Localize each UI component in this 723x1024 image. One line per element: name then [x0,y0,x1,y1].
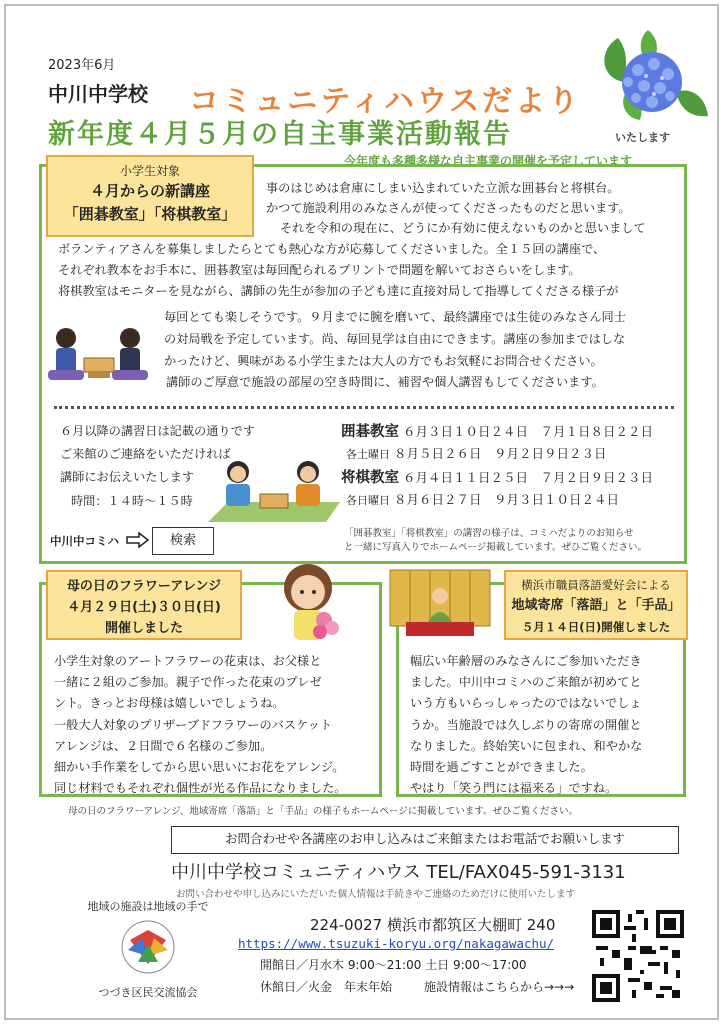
schedule-note-1: ６月以降の講習日は記載の通りです [60,424,255,438]
mothers-day-line-3: ント。きっとお母様は嬉しいでしょうね。 [54,696,285,710]
go-shogi-line-8: の対局戦を予定しています。尚、毎回見学は自由にできます。講座の参加まではしな [164,332,626,346]
arrow-right-icon [126,532,150,548]
rakugo-line-3: いう方もいらっしゃったのではないでしょ [410,696,642,710]
rakugo-stage-illustration [386,566,494,646]
rakugo-line-2: ました。中川中コミハのご来館が初めてと [410,675,642,689]
shogi-dates-1: ６月４日１１日２５日 ７月２日９日２３日 [402,470,653,485]
logo-slogan: 地域の施設は地域の手で [87,900,209,913]
logo-org: つづき区民交流協会 [98,986,198,999]
rakugo-line-7: やはり「笑う門には福来る」ですね。 [410,781,618,795]
website-link[interactable]: https://www.tsuzuki-koryu.org/nakagawachu/ [238,936,555,951]
go-shogi-line-9: かったけど、興味がある小学生または大人の方でもお気軽にお問合せください。 [164,354,603,368]
go-shogi-title-box [46,155,254,237]
rakugo-line-6: 時間を過ごすことができました。 [410,760,593,774]
go-shogi-line-1: 事のはじめは倉庫にしまい込まれていた立派な囲碁台と将棋台。 [266,181,620,195]
go-shogi-line-2: かつて施設利用のみなさんが使ってくださったものだと思います。 [266,201,631,215]
mothers-day-line-1: 小学生対象のアートフラワーの花束は、お父様と [54,654,322,668]
shogi-label: 将棋教室 [341,470,399,486]
shogi-dates-2: ８月６日２７日 ９月３日１０日２４日 [393,492,619,507]
mothers-day-date: ４月２９日(土)３０日(日) [67,600,221,615]
tsuzuki-association-logo [68,892,228,1002]
go-shogi-line-4: ボランティアさんを募集しましたらとても熱心な方が応募してくださいました。全１５回の講座で、 [58,242,606,256]
search-term: 中川中コミハ [50,534,119,548]
rakugo-line-4: うか。当施設では久しぶりの寄席の開催と [410,718,642,732]
address: 224-0027 横浜市都筑区大棚町 240 [310,916,556,934]
privacy-note: お問い合わせや申し込みにいただいた個人情報は手続きやご連絡のためだけに使用いたします [176,889,576,900]
igo-schedule-row-2 [346,444,607,462]
mothers-day-line-2: 一緒に２組のご参加。親子で作った花束のプレゼ [54,675,322,689]
course-label: ４月からの新講座 [89,182,210,200]
mothers-day-line-4: 一般大人対象のプリザーブドフラワーのバスケット [54,718,332,732]
target-label: 小学生対象 [119,164,180,178]
closed-days: 休館日／火金 年末年始 [260,980,393,994]
mothers-day-title: 母の日のフラワーアレンジ [66,579,222,594]
subheadline: 今年度も多種多様な自主事業の開催を予定しています [344,154,633,168]
photo-note-2: と一緒に写真入りでホームページ掲載しています。ぜひご覧ください。 [344,542,648,553]
contact-instructions: お問合わせや各講座のお申し込みはご来館またはお電話でお願いします [171,826,679,854]
rakugo-organizer: 横浜市職員落語愛好会による [521,578,671,592]
hydrangea-illustration [588,20,718,130]
mothers-day-line-5: アレンジは、２日間で６名様のご参加。 [54,739,273,753]
newsletter-title: コミュニティハウスだより [189,84,582,119]
go-players-illustration [42,318,154,398]
opening-hours: 開館日／月水木 9:00～21:00 土日 9:00～17:00 [260,958,527,972]
facility-name-phone: 中川中学校コミュニティハウス TEL/FAX045-591-3131 [171,862,626,883]
schedule-note-3: 講師にお伝えいたします [60,470,195,484]
igo-label: 囲碁教室 [341,424,399,440]
shogi-schedule-row-2 [346,490,619,508]
igo-dates-2: ８月５日２６日 ９月２日９日２３日 [393,446,607,461]
igo-weekday: 各土曜日 [346,448,390,461]
schedule-note-2: ご来館のご連絡をいただければ [60,447,231,461]
go-shogi-line-7: 毎回とても楽しそうです。９月までに腕を磨いて、最終講座では生徒のみなさん同士 [164,310,626,324]
shogi-kids-illustration [208,456,340,532]
go-shogi-line-3: それを令和の現在に、どうにか有効に使えないものかと思いまして [280,221,646,235]
shogi-weekday: 各日曜日 [346,494,390,507]
shogi-schedule-row-1 [341,466,653,487]
issue-date: 2023年6月 [48,58,116,73]
course-names: 「囲碁教室」「将棋教室」 [63,205,237,223]
rakugo-title: 地域寄席「落語」と「手品」 [511,598,681,613]
photo-note-1: 「囲碁教室」「将棋教室」の講習の様子は、コミハだよりのお知らせ [344,528,634,539]
search-button[interactable]: 検索 [152,527,214,555]
rakugo-line-5: なりました。終始笑いに包まれ、和やかな [410,739,643,753]
mothers-day-title-box [46,570,242,640]
schedule-time: 時間：１４時～１５時 [71,494,193,508]
headline: 新年度４月５月の自主事業活動報告 [48,119,512,150]
qr-code[interactable] [592,910,684,1002]
girl-with-flowers-illustration [268,554,348,650]
section-divider [54,406,674,409]
go-shogi-line-6: 将棋教室はモニターを見ながら、講師の先生が参加の子ども達に直接対局して指導してくださる様子が [58,284,619,298]
rakugo-title-box [504,570,688,640]
facility-info-pointer: 施設情報はこちらから→→→ [424,980,575,994]
rakugo-line-1: 幅広い年齢層のみなさんにご参加いただき [410,654,642,668]
mothers-day-line-7: 同じ材料でもそれぞれ個性が光る作品になりました。 [54,781,347,795]
headline-suffix: いたします [615,131,670,144]
go-shogi-line-10: 講師のご厚意で施設の部屋の空き時間に、補習や個人講習もしてくださいます。 [166,375,604,389]
school-name: 中川中学校 [48,82,148,106]
rakugo-date: ５月１４日(日)開催しました [521,620,671,634]
mothers-day-status: 開催しました [104,621,183,636]
igo-schedule-row-1 [341,420,653,441]
igo-dates-1: ６月３日１０日２４日 ７月１日８日２２日 [402,424,653,439]
go-shogi-line-5: それぞれ教本をお手本に、囲碁教室は毎回配られるプリントで問題を解いておさらいをします。 [58,263,581,277]
mothers-day-line-6: 細かい手作業をしてから思い思いにお花をアレンジ。 [54,760,345,774]
bottom-note: 母の日のフラワーアレンジ、地域寄席「落語」と「手品」の様子もホームページに掲載しています。ぜひご覧ください。 [68,806,578,817]
newsletter-page [4,4,719,1020]
